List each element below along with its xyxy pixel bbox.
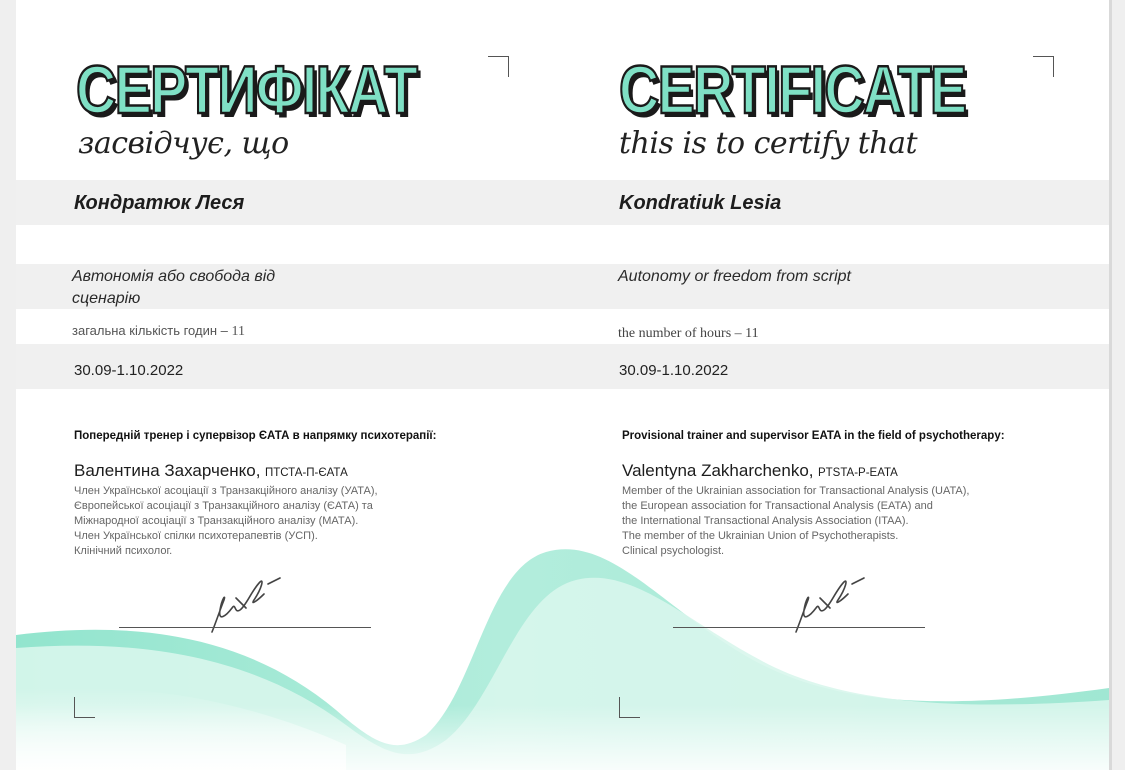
corner-mark-bottom-left-left-panel	[74, 697, 95, 718]
corner-mark-top-right-right-panel	[1033, 56, 1054, 77]
bio-line: the International Transactional Analysis Association (ITAA).	[622, 515, 909, 527]
trainer-role-en: Provisional trainer and supervisor EATA in the field of psychotherapy:	[622, 430, 1005, 442]
certificate-title-en: CERTIFICATE	[619, 52, 966, 128]
signature-en	[786, 570, 876, 640]
course-title-line-1: Autonomy or freedom from script	[618, 268, 851, 285]
trainer-bio-ua	[74, 484, 378, 559]
course-title-line-1: Автономія або свобода від	[72, 268, 276, 285]
hours-label: загальна кількість годин	[72, 323, 218, 338]
signature-line-en	[673, 627, 925, 628]
bio-line: Клінічний психолог.	[74, 545, 173, 557]
date-ua: 30.09-1.10.2022	[74, 362, 184, 379]
certificate-page	[16, 0, 1109, 770]
recipient-name-en: Kondratiuk Lesia	[619, 192, 782, 214]
trainer-name: Valentyna Zakharchenko,	[622, 461, 814, 480]
hours-value: 11	[231, 324, 245, 339]
date-en: 30.09-1.10.2022	[619, 362, 729, 379]
trainer-ua	[74, 461, 348, 481]
trainer-role-ua: Попередній тренер і супервізор ЄАТА в напрямку психотерапії:	[74, 430, 437, 442]
trainer-en	[622, 461, 898, 481]
signature-ua	[202, 570, 292, 640]
bio-line: Європейської асоціації з Транзакційного аналізу (ЄАТА) та	[74, 500, 373, 512]
hours-separator: –	[731, 326, 746, 341]
trainer-bio-en	[622, 484, 969, 559]
certify-subtitle-ua: засвідчує, що	[78, 126, 289, 161]
wave-bottom-fade	[16, 705, 1109, 770]
bio-line: Міжнародної асоціації з Транзакційного аналізу (МАТА).	[74, 515, 359, 527]
bio-line: the European association for Transactional Analysis (EATA) and	[622, 500, 933, 512]
bio-line: Member of the Ukrainian association for Transactional Analysis (UATA),	[622, 485, 970, 497]
trainer-credential: PTSTA-P-EATA	[817, 467, 898, 479]
corner-mark-bottom-left-right-panel	[619, 697, 640, 718]
certify-subtitle-en: this is to certify that	[619, 126, 918, 161]
course-title-ua	[72, 266, 275, 310]
hours-ua	[72, 323, 245, 340]
bio-line: Член Української спілки психотерапевтів (УСП).	[74, 530, 318, 542]
trainer-name: Валентина Захарченко,	[74, 461, 261, 480]
decorative-wave	[16, 540, 1109, 770]
trainer-credential: ПТСТА-П-ЄАТА	[264, 467, 348, 479]
bio-line: Член Української асоціації з Транзакційного аналізу (УАТА),	[74, 485, 378, 497]
hours-en	[618, 326, 759, 342]
bio-line: Clinical psychologist.	[622, 545, 725, 557]
page-edge-shadow	[1109, 0, 1112, 770]
course-title-line-2: сценарію	[72, 290, 141, 307]
hours-separator: –	[217, 323, 232, 338]
course-title-en	[618, 266, 851, 288]
recipient-name-ua: Кондратюк Леся	[74, 192, 245, 214]
certificate-title-ua: СЕРТИФІКАТ	[76, 52, 417, 128]
corner-mark-top-right-left-panel	[488, 56, 509, 77]
signature-line-ua	[119, 627, 371, 628]
hours-value: 11	[745, 326, 759, 341]
hours-label: the number of hours	[618, 326, 732, 341]
bio-line: The member of the Ukrainian Union of Psychotherapists.	[622, 530, 899, 542]
